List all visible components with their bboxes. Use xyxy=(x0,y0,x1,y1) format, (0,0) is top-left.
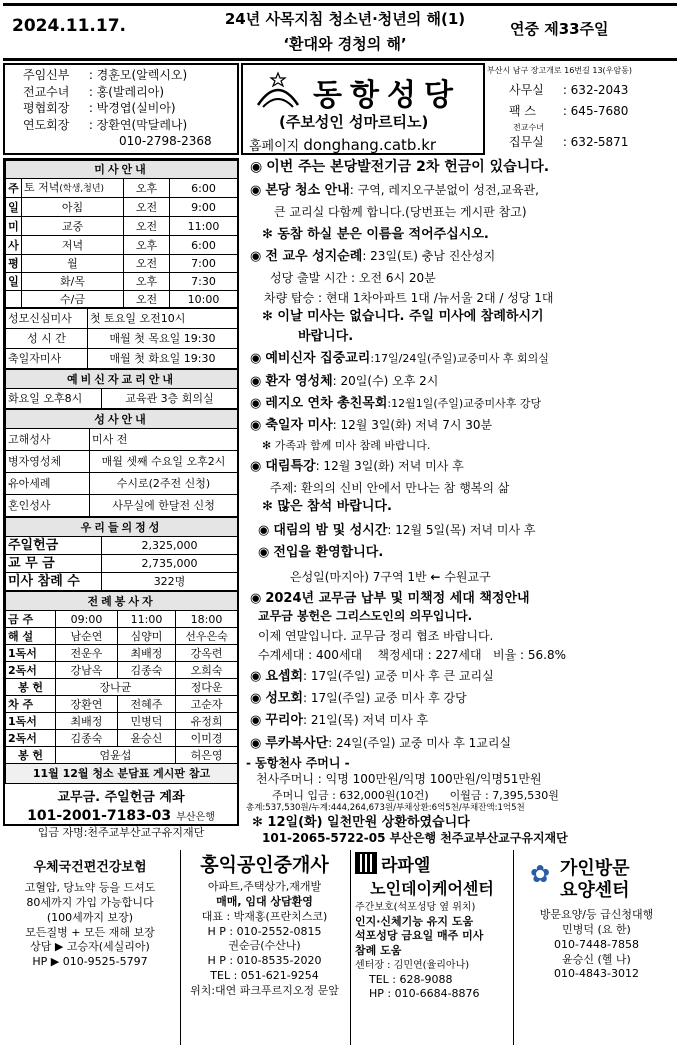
info-row: 전교수녀 : 홍(발레리아) xyxy=(23,84,164,99)
office-phone-row: 사무실 : 632-2043 xyxy=(509,83,629,97)
church-logo-icon xyxy=(253,71,303,115)
notice-2-note: ✻ 동참 하실 분은 이름을 적어주십시오. xyxy=(262,227,489,242)
notice-9: ◉ 대림의 밤 및 성시간: 12월 5일(목) 저녁 미사 후 xyxy=(258,523,536,538)
notice-11: ◉ 2024년 교무금 납부 및 미책정 세대 책정안내 xyxy=(250,591,530,606)
notice-2: ◉ 본당 청소 안내: 구역, 레지오구분없이 성전,교육관, xyxy=(250,183,539,198)
asterisk-icon: ✻ xyxy=(262,227,278,242)
info-right xyxy=(487,63,677,155)
notice-8: ◉ 대림특강: 12월 3일(화) 저녁 미사 후 xyxy=(250,459,464,474)
bullet-icon: ◉ xyxy=(250,418,262,433)
notice-12: ◉ 요셉회: 17일(주일) 교중 미사 후 큰 교리실 xyxy=(250,669,494,684)
parish-patron: (주보성인 성마르티노) xyxy=(279,113,429,131)
sacrament-table: 성사안내 고해성사 미사 전 병자영성체 매월 셋째 수요일 오후2시 유아세례 수시로(2주전 신청) 혼인성사 사무실에 한달전 신청 xyxy=(5,409,238,517)
bullet-icon: ◉ xyxy=(258,545,270,560)
notice-5: ◉ 환자 영성체: 20일(수) 오후 2시 xyxy=(250,374,439,389)
fax-row: 팩 스 : 645-7680 xyxy=(509,104,629,118)
theme-line2: ‘환대와 경청의 해’ xyxy=(283,35,407,53)
notice-3: ◉ 전 교우 성지순례: 23일(토) 충남 진산성지 xyxy=(250,249,496,264)
bullet-icon: ◉ xyxy=(250,374,262,389)
offering-table: 우리들의정성 주일헌금 2,325,000 교 무 금 2,735,000 미사 참례 수 322명 xyxy=(5,517,238,591)
homepage-row: 홈페이지 donghang.catb.kr xyxy=(249,136,437,154)
mass-title: 미사안내 xyxy=(6,161,238,179)
bullet-icon: ◉ xyxy=(250,736,262,751)
bullet-icon: ◉ xyxy=(258,523,270,538)
nun-label-top: 전교수녀 xyxy=(513,123,544,132)
left-column xyxy=(3,158,239,839)
church-address: 부산시 남구 장고개로 16번길 13(우암동) xyxy=(487,66,632,75)
angel-account: 101-2065-5722-05 부산은행 천주교부산교구유지재단 xyxy=(262,831,568,845)
asterisk-icon: ✻ xyxy=(262,309,278,324)
homepage-link[interactable]: donghang.catb.kr xyxy=(303,136,437,154)
notice-7: ◉ 축일자 미사: 12월 3일(화) 저녁 7시 30분 xyxy=(250,418,493,433)
ad-daycare: 라파엘 노인데이케어센터 주간보호(석포성당 옆 위치) 인지·신체기능 유지 도움 석포성당 금요일 매주 미사 참례 도움 센터장 : 김민연(율리아나) TEL : 628-9088 HP : 010-6684-8876 xyxy=(350,850,514,1045)
side-label: 주 xyxy=(6,179,22,198)
notice-15: ◉ 루카복사단: 24일(주일) 교중 미사 후 1교리실 xyxy=(250,736,512,751)
info-row: 연도회장 : 장환연(막달레나) xyxy=(23,117,188,132)
info-row: 010-2798-2368 xyxy=(119,134,212,148)
liturgical-week: 연중 제33주일 xyxy=(510,20,609,38)
bullet-icon: ◉ xyxy=(250,183,262,198)
mass-table: 미사안내 주 토 저녁(학생,청년) 오후 6:00 일 아침 오전 9:00 미 교중 오전 11:00 사 저녁 오후 6:00 평 월 오전 7:00 일 화/목 오후 7:30 수/금 오전 10:00 xyxy=(5,160,238,308)
nun-office-row: 집무실 : 632-5871 xyxy=(509,135,629,149)
bullet-icon: ◉ xyxy=(250,459,262,474)
account-box: 교무금. 주일헌금 계좌 101-2001-7183-03 부산은행 입금 자명:천주교부산교구유지재단 xyxy=(27,790,215,839)
ad-homecare: ✿ 가인방문 요양센터 방문요양/등 급신청대행 민병덕 (요 한) 010-7448-7858 윤승신 (헬 나) 010-4843-3012 xyxy=(530,858,654,981)
info-left xyxy=(3,63,239,155)
arrow-left-icon: ← xyxy=(430,570,441,584)
bullet-icon: ◉ xyxy=(250,396,262,411)
bullet-icon: ◉ xyxy=(250,351,262,366)
info-row: 평협회장 : 박경엽(실비아) xyxy=(23,101,176,115)
catechumen-table: 예비신자교리안내 화요일 오후8시 교육관 3층 회의실 xyxy=(5,369,238,409)
qr-code-icon xyxy=(355,852,377,874)
flower-logo-icon: ✿ xyxy=(530,860,551,888)
bulletin-date: 2024.11.17. xyxy=(12,16,127,36)
asterisk-icon: ✻ xyxy=(262,499,278,514)
bullet-icon: ◉ xyxy=(250,669,262,684)
asterisk-icon: ✻ xyxy=(252,815,268,830)
ad-realestate: 홍익공인중개사 아파트,주택상가,재개발 매매, 임대 상담환영 대표 : 박재홍(프란치스코) H P : 010-2552-0815 권순금(수산나) H P : 010-8535-2020 TEL : 051-621-9254 위치:대연 파크푸르지오정 문앞 xyxy=(180,850,348,1045)
bullet-icon: ◉ xyxy=(250,249,262,264)
special-mass-table: 성모신심미사 첫 토요일 오전10시 성 시 간 매월 첫 목요일 19:30 축일자미사 매월 첫 화요일 19:30 xyxy=(5,308,238,369)
notice-4: ◉ 예비신자 집중교리:17일/24일(주일)교중미사 후 회의실 xyxy=(250,351,549,366)
bullet-icon: ◉ xyxy=(250,691,262,706)
bullet-icon: ◉ xyxy=(250,591,262,606)
angel-pouch-title: - 동항천사 주머니 - xyxy=(246,756,350,770)
servers-table: 전례봉사자 금 주 09:00 11:00 18:00 해 설 남순연 심양미 선우은숙 1독서 전운우 최배정 강옥련 2독서 강남옥 김종숙 오희숙 봉 헌 장나균 정다운 차 주 장환연 전혜주 고순자 1독서 최배정 민병덕 유정희 2독서 김종숙 윤승신 이미경 봉 헌 엄윤섭 허은영 11월 12월 청소 분담표 게시판 참고 xyxy=(5,591,238,784)
notice-10: ◉ 전입을 환영합니다. xyxy=(258,545,384,560)
bullet-icon: ◉ xyxy=(250,713,262,728)
mass-name: 토 저녁(학생,청년) xyxy=(22,179,124,198)
notice-14: ◉ 꾸리아: 21일(목) 저녁 미사 후 xyxy=(250,713,429,728)
parish-name: 동항성당 xyxy=(313,78,461,113)
notice-1: ◉ 이번 주는 본당발전기금 2차 헌금이 있습니다. xyxy=(250,159,550,175)
asterisk-icon: ✻ xyxy=(262,439,275,452)
account-number: 101-2001-7183-03 xyxy=(27,808,172,824)
notice-3-note: ✻ 이날 미사는 없습니다. 주일 미사에 참례하시기 xyxy=(262,309,544,324)
notice-13: ◉ 성모회: 17일(주일) 교중 미사 후 강당 xyxy=(250,691,467,706)
info-row: 주임신부 : 경훈모(알렉시오) xyxy=(23,68,188,82)
notice-6: ◉ 레지오 연차 총친목회:12월1일(주일)교중미사후 강당 xyxy=(250,396,542,411)
ad-insurance: 우체국건편건강보험 고혈압, 당뇨약 등을 드셔도 80세까지 가입 가능합니다 (100세까지 보장) 모든질병 + 모든 재해 보장 상담 ▶ 고승자(세실리아) HP ▶ 010-9525-5797 xyxy=(24,860,156,969)
theme-line1: 24년 사목지침 청소년·청년의 해(1) xyxy=(224,10,466,28)
cleaning-notice: 11월 12월 청소 분담표 게시판 참고 xyxy=(6,764,238,784)
parish-logo-box xyxy=(241,63,485,155)
bullet-icon: ◉ xyxy=(250,159,263,175)
